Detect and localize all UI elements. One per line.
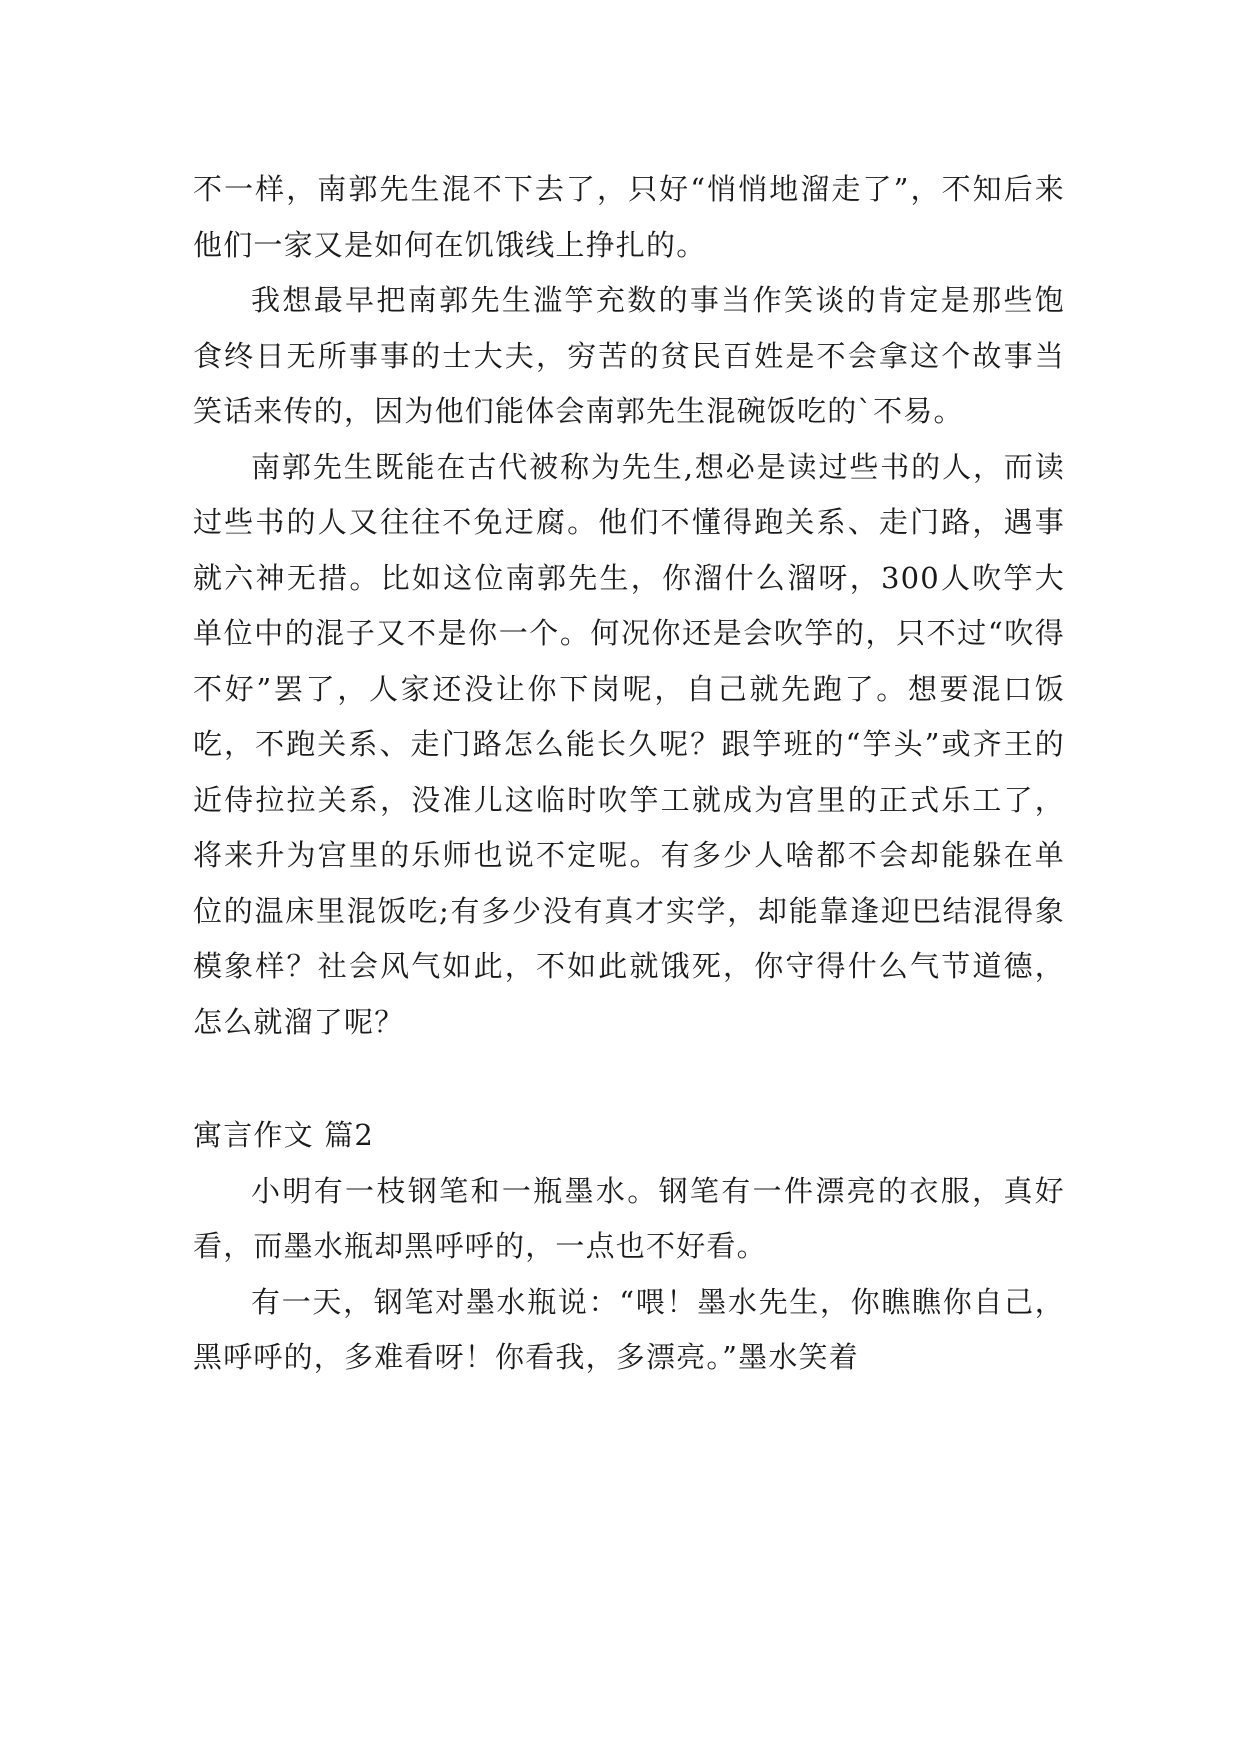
section-heading: 寓言作文 篇2 — [193, 1118, 375, 1152]
document-page — [193, 162, 1065, 1386]
paragraph-shidafu: 我想最早把南郭先生滥竽充数的事当作笑谈的肯定是那些饱食终日无所事事的士大夫，穷苦的贫民百姓是不会拿这个故事当笑话来传的，因为他们能体会南郭先生混碗饭吃的`不易。 — [193, 283, 1065, 428]
paragraph-pen-dialogue: 有一天，钢笔对墨水瓶说：“喂！墨水先生，你瞧瞧你自己，黑呼呼的，多难看呀！你看我，多漂亮。”墨水笑着 — [193, 1284, 1065, 1374]
paragraph-pen-and-ink: 小明有一枝钢笔和一瓶墨水。钢笔有一件漂亮的衣服，真好看，而墨水瓶却黑呼呼的，一点也不好看。 — [193, 1173, 1065, 1263]
paragraph-continuation: 不一样，南郭先生混不下去了，只好“悄悄地溜走了”，不知后来他们一家又是如何在饥饿线上挣扎的。 — [193, 172, 1065, 262]
paragraph-nanguo-xiansheng: 南郭先生既能在古代被称为先生,想必是读过些书的人，而读过些书的人又往往不免迂腐。他们不懂得跑关系、走门路，遇事就六神无措。比如这位南郭先生，你溜什么溜呀，300人吹竽大单位中的混子又不是你一个。何况你还是会吹竽的，只不过“吹得不好”罢了，人家还没让你下岗呢，自己就先跑了。想要混口饭吃，不跑关系、走门路怎么能长久呢？跟竽班的“竽头”或齐王的近侍拉拉关系，没准儿这临时吹竽工就成为宫里的正式乐工了，将来升为宫里的乐师也说不定呢。有多少人啥都不会却能躲在单位的温床里混饭吃;有多少没有真才实学，却能靠逢迎巴结混得象模象样？社会风气如此，不如此就饿死，你守得什么气节道德，怎么就溜了呢？ — [193, 449, 1065, 1039]
